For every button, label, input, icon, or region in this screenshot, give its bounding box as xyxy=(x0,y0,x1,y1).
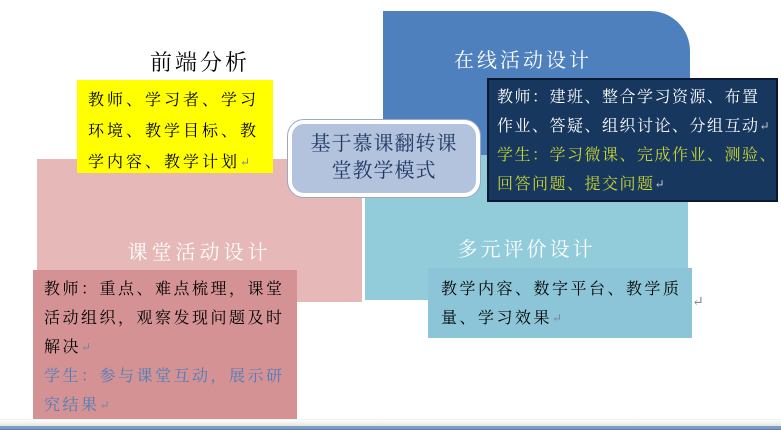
online-text-box[interactable] xyxy=(487,78,778,202)
frontend-line: 学内容、教学计划↵ xyxy=(88,154,251,171)
classroom-teacher-line: 解决↵ xyxy=(44,339,92,356)
online-student-line: 学生：学习微课、完成作业、测验、 xyxy=(497,147,778,164)
online-teacher-line: 教师：建班、整合学习资源、布置 xyxy=(497,89,760,106)
paragraph-mark-icon: ↵ xyxy=(81,340,92,354)
classroom-teacher-line: 活动组织，观察发现问题及时 xyxy=(44,310,285,327)
frontend-line: 教师、学习者、学习 xyxy=(88,92,260,109)
classroom-student-line: 学生：参与课堂互动，展示研 xyxy=(44,368,285,385)
center-label-line: 堂教学模式 xyxy=(331,160,437,182)
frontend-line: 环境、教学目标、教 xyxy=(88,122,260,140)
online-title: 在线活动设计 xyxy=(454,50,592,72)
classroom-text-box[interactable] xyxy=(33,270,297,419)
online-teacher-line: 作业、答疑、组织讨论、分组互动↵ xyxy=(497,118,770,135)
evaluation-line: 教学内容、数字平台、教学质 xyxy=(441,281,682,298)
paragraph-mark-icon: ↵ xyxy=(240,155,251,169)
classroom-title: 课堂活动设计 xyxy=(127,242,272,264)
window-bottom-edge xyxy=(0,426,781,430)
classroom-teacher-line: 教师：重点、难点梳理，课堂 xyxy=(44,281,285,298)
center-model-label[interactable] xyxy=(288,120,480,197)
evaluation-text-box[interactable] xyxy=(428,268,692,338)
classroom-student-line: 究结果↵ xyxy=(44,397,110,414)
paragraph-mark-icon: ↵ xyxy=(99,398,110,412)
paragraph-mark-icon: ↵ xyxy=(759,119,770,133)
online-student-line: 回答问题、提交问题↵ xyxy=(497,176,665,193)
paragraph-mark-icon: ↵ xyxy=(552,311,563,325)
frontend-title: 前端分析 xyxy=(149,50,250,75)
paragraph-mark-icon: ↵ xyxy=(654,177,665,191)
paragraph-mark-icon: ↵ xyxy=(692,295,704,310)
frontend-text-box[interactable] xyxy=(77,80,273,173)
evaluation-line: 量、学习效果↵ xyxy=(441,310,563,327)
evaluation-title: 多元评价设计 xyxy=(457,239,596,261)
center-label-line: 基于慕课翻转课 xyxy=(310,133,458,155)
window-bottom-strip xyxy=(0,419,781,426)
